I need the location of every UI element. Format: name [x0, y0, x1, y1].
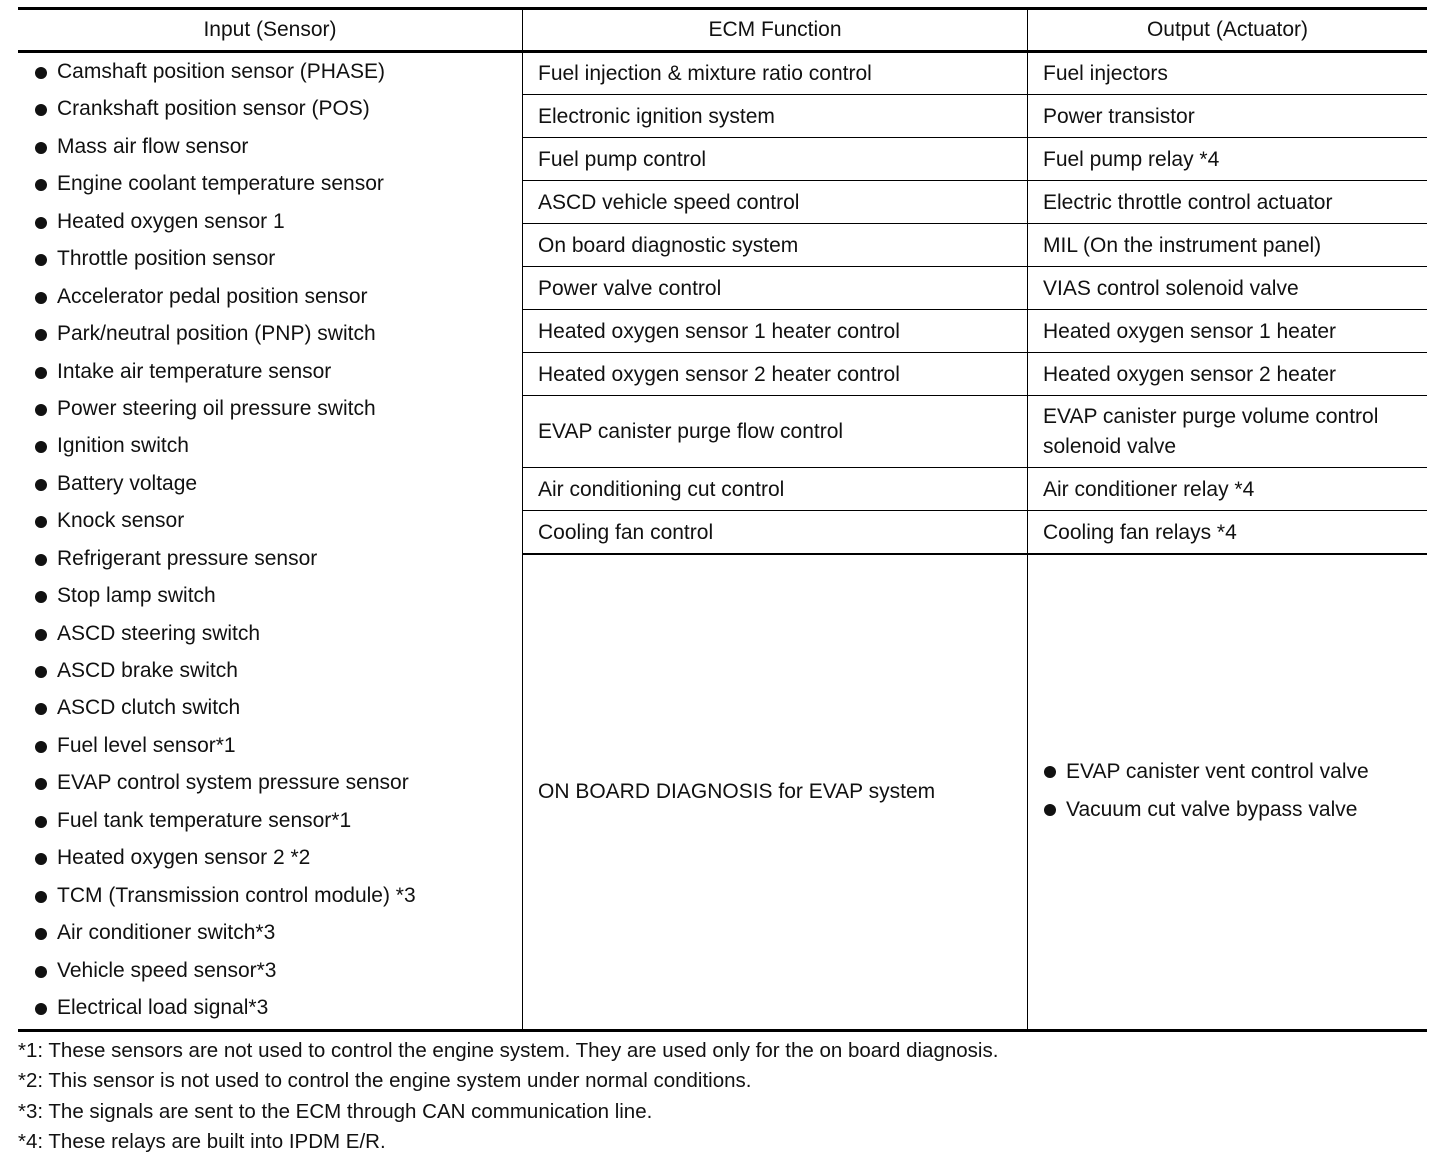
- bullet-icon: [35, 292, 47, 304]
- input-sensor-label: EVAP control system pressure sensor: [57, 771, 409, 795]
- output-cell: Fuel injectors: [1043, 62, 1168, 85]
- input-sensor-label: Stop lamp switch: [57, 584, 216, 608]
- evap-output-label: Vacuum cut valve bypass valve: [1066, 797, 1358, 821]
- input-sensor-item: [18, 540, 522, 577]
- function-cell: EVAP canister purge flow control: [538, 420, 844, 443]
- function-cell: Fuel pump control: [538, 147, 707, 171]
- output-cell: VIAS control solenoid valve: [1043, 276, 1299, 300]
- footnotes: [18, 1036, 1438, 1157]
- ecm-io-table: [18, 7, 1427, 1032]
- input-sensor-label: Fuel level sensor*1: [57, 733, 236, 757]
- input-sensor-item: [18, 353, 522, 390]
- bullet-icon: [35, 703, 47, 715]
- input-sensor-item: [18, 240, 522, 277]
- input-sensor-item: [18, 989, 522, 1026]
- function-cell: ASCD vehicle speed control: [538, 190, 800, 214]
- input-sensor-item: [18, 577, 522, 614]
- input-sensor-item: [18, 689, 522, 726]
- input-sensor-label: Throttle position sensor: [57, 247, 276, 271]
- footnote-3: *3: The signals are sent to the ECM through CAN communication line.: [18, 1099, 653, 1123]
- evap-output-item: [1028, 791, 1427, 829]
- function-cell: Heated oxygen sensor 2 heater control: [538, 362, 900, 386]
- table-bottom-border: [18, 1029, 1427, 1032]
- output-cell: Fuel pump relay *4: [1043, 147, 1220, 171]
- footnote-2: *2: This sensor is not used to control the engine system under normal conditions.: [18, 1069, 752, 1093]
- input-sensor-item: [18, 128, 522, 165]
- row-divider: [523, 223, 1427, 224]
- function-cell: Fuel injection & mixture ratio control: [538, 62, 872, 85]
- bullet-icon: [35, 778, 47, 790]
- input-sensor-item: [18, 165, 522, 202]
- input-sensor-label: Heated oxygen sensor 1: [57, 209, 285, 233]
- output-cell: Heated oxygen sensor 1 heater: [1043, 319, 1337, 343]
- input-sensor-item: [18, 764, 522, 801]
- bullet-icon: [35, 254, 47, 266]
- input-sensor-label: Ignition switch: [57, 434, 189, 458]
- row-divider: [523, 510, 1427, 511]
- header-output: Output (Actuator): [1146, 18, 1309, 41]
- bullet-icon: [35, 666, 47, 678]
- output-cell: EVAP canister purge volume control solenoid valve: [1043, 405, 1379, 458]
- input-sensor-label: Park/neutral position (PNP) switch: [57, 322, 376, 346]
- bullet-icon: [35, 554, 47, 566]
- input-sensor-item: [18, 278, 522, 315]
- bullet-icon: [35, 329, 47, 341]
- input-sensor-label: Engine coolant temperature sensor: [57, 172, 384, 196]
- output-cell: Cooling fan relays *4: [1043, 520, 1237, 544]
- output-cell: Heated oxygen sensor 2 heater: [1043, 362, 1337, 386]
- function-cell: Power valve control: [538, 276, 722, 300]
- input-sensor-label: Mass air flow sensor: [57, 134, 249, 158]
- output-cell: MIL (On the instrument panel): [1043, 233, 1322, 257]
- input-sensor-label: ASCD steering switch: [57, 621, 261, 645]
- bullet-icon: [35, 928, 47, 940]
- output-cell: Power transistor: [1043, 104, 1195, 128]
- bullet-icon: [35, 179, 47, 191]
- function-cell: Electronic ignition system: [538, 104, 775, 128]
- input-sensor-label: Heated oxygen sensor 2 *2: [57, 846, 311, 870]
- bullet-icon: [35, 479, 47, 491]
- header-input: Input (Sensor): [203, 18, 337, 41]
- bullet-icon: [35, 67, 47, 79]
- bullet-icon: [35, 1003, 47, 1015]
- input-sensor-label: Vehicle speed sensor*3: [57, 958, 277, 982]
- footnote-1: *1: These sensors are not used to control the engine system. They are used only for the on board diagnosis.: [18, 1039, 999, 1062]
- input-sensor-item: [18, 465, 522, 502]
- input-sensor-item: [18, 53, 522, 90]
- row-divider: [523, 553, 1427, 555]
- row-divider: [523, 180, 1427, 181]
- input-sensor-item: [18, 802, 522, 839]
- input-sensor-label: Camshaft position sensor (PHASE): [57, 60, 385, 83]
- bullet-icon: [35, 853, 47, 865]
- bullet-icon: [35, 104, 47, 116]
- bullet-icon: [35, 404, 47, 416]
- evap-output-label: EVAP canister vent control valve: [1066, 760, 1369, 783]
- input-sensor-item: [18, 914, 522, 951]
- function-cell: Heated oxygen sensor 1 heater control: [538, 319, 900, 343]
- input-sensor-item: [18, 390, 522, 427]
- output-cell: Air conditioner relay *4: [1043, 477, 1255, 501]
- evap-function-cell: ON BOARD DIAGNOSIS for EVAP system: [538, 779, 936, 803]
- bullet-icon: [35, 591, 47, 603]
- function-cell: On board diagnostic system: [538, 233, 799, 257]
- bullet-icon: [35, 741, 47, 753]
- input-sensor-item: [18, 203, 522, 240]
- input-sensor-item: [18, 427, 522, 464]
- column-divider-2: [1027, 9, 1028, 1030]
- input-sensor-item: [18, 502, 522, 539]
- bullet-icon: [35, 142, 47, 154]
- row-divider: [523, 266, 1427, 267]
- function-cell: Cooling fan control: [538, 520, 714, 544]
- bullet-icon: [35, 816, 47, 828]
- input-sensor-label: Knock sensor: [57, 509, 185, 533]
- output-cell: Electric throttle control actuator: [1043, 190, 1333, 214]
- input-sensor-label: Refrigerant pressure sensor: [57, 546, 318, 570]
- input-sensor-label: TCM (Transmission control module) *3: [57, 883, 416, 907]
- input-sensor-item: [18, 877, 522, 914]
- input-sensor-label: ASCD clutch switch: [57, 696, 241, 720]
- input-sensor-item: [18, 727, 522, 764]
- input-sensor-label: Power steering oil pressure switch: [57, 396, 376, 420]
- bullet-icon: [35, 516, 47, 528]
- bullet-icon: [35, 441, 47, 453]
- bullet-icon: [35, 367, 47, 379]
- input-sensor-label: Fuel tank temperature sensor*1: [57, 808, 352, 832]
- bullet-icon: [35, 629, 47, 641]
- bullet-icon: [35, 891, 47, 903]
- footnote-4: *4: These relays are built into IPDM E/R.: [18, 1129, 386, 1153]
- bullet-icon: [35, 966, 47, 978]
- input-sensor-item: [18, 652, 522, 689]
- row-divider: [523, 137, 1427, 138]
- input-sensor-item: [18, 315, 522, 352]
- function-cell: Air conditioning cut control: [538, 477, 785, 501]
- input-sensor-item: [18, 952, 522, 989]
- row-divider: [523, 395, 1427, 396]
- row-divider: [523, 467, 1427, 468]
- input-sensor-label: Air conditioner switch*3: [57, 921, 276, 945]
- bullet-icon: [35, 217, 47, 229]
- input-sensor-item: [18, 839, 522, 876]
- input-sensor-label: Intake air temperature sensor: [57, 359, 332, 383]
- bullet-icon: [1044, 766, 1056, 778]
- header-function: ECM Function: [708, 18, 842, 41]
- input-sensor-list: [18, 53, 522, 1026]
- input-sensor-label: Crankshaft position sensor (POS): [57, 97, 370, 121]
- bullet-icon: [1044, 804, 1056, 816]
- row-divider: [523, 352, 1427, 353]
- input-sensor-item: [18, 615, 522, 652]
- row-divider: [523, 309, 1427, 310]
- column-divider-1: [522, 9, 523, 1030]
- input-sensor-label: ASCD brake switch: [57, 659, 238, 682]
- input-sensor-label: Accelerator pedal position sensor: [57, 284, 368, 308]
- input-sensor-label: Battery voltage: [57, 471, 198, 495]
- evap-output-item: [1028, 753, 1427, 791]
- input-sensor-item: [18, 90, 522, 127]
- input-sensor-label: Electrical load signal*3: [57, 995, 269, 1019]
- evap-output-list: [1028, 753, 1427, 828]
- row-divider: [523, 94, 1427, 95]
